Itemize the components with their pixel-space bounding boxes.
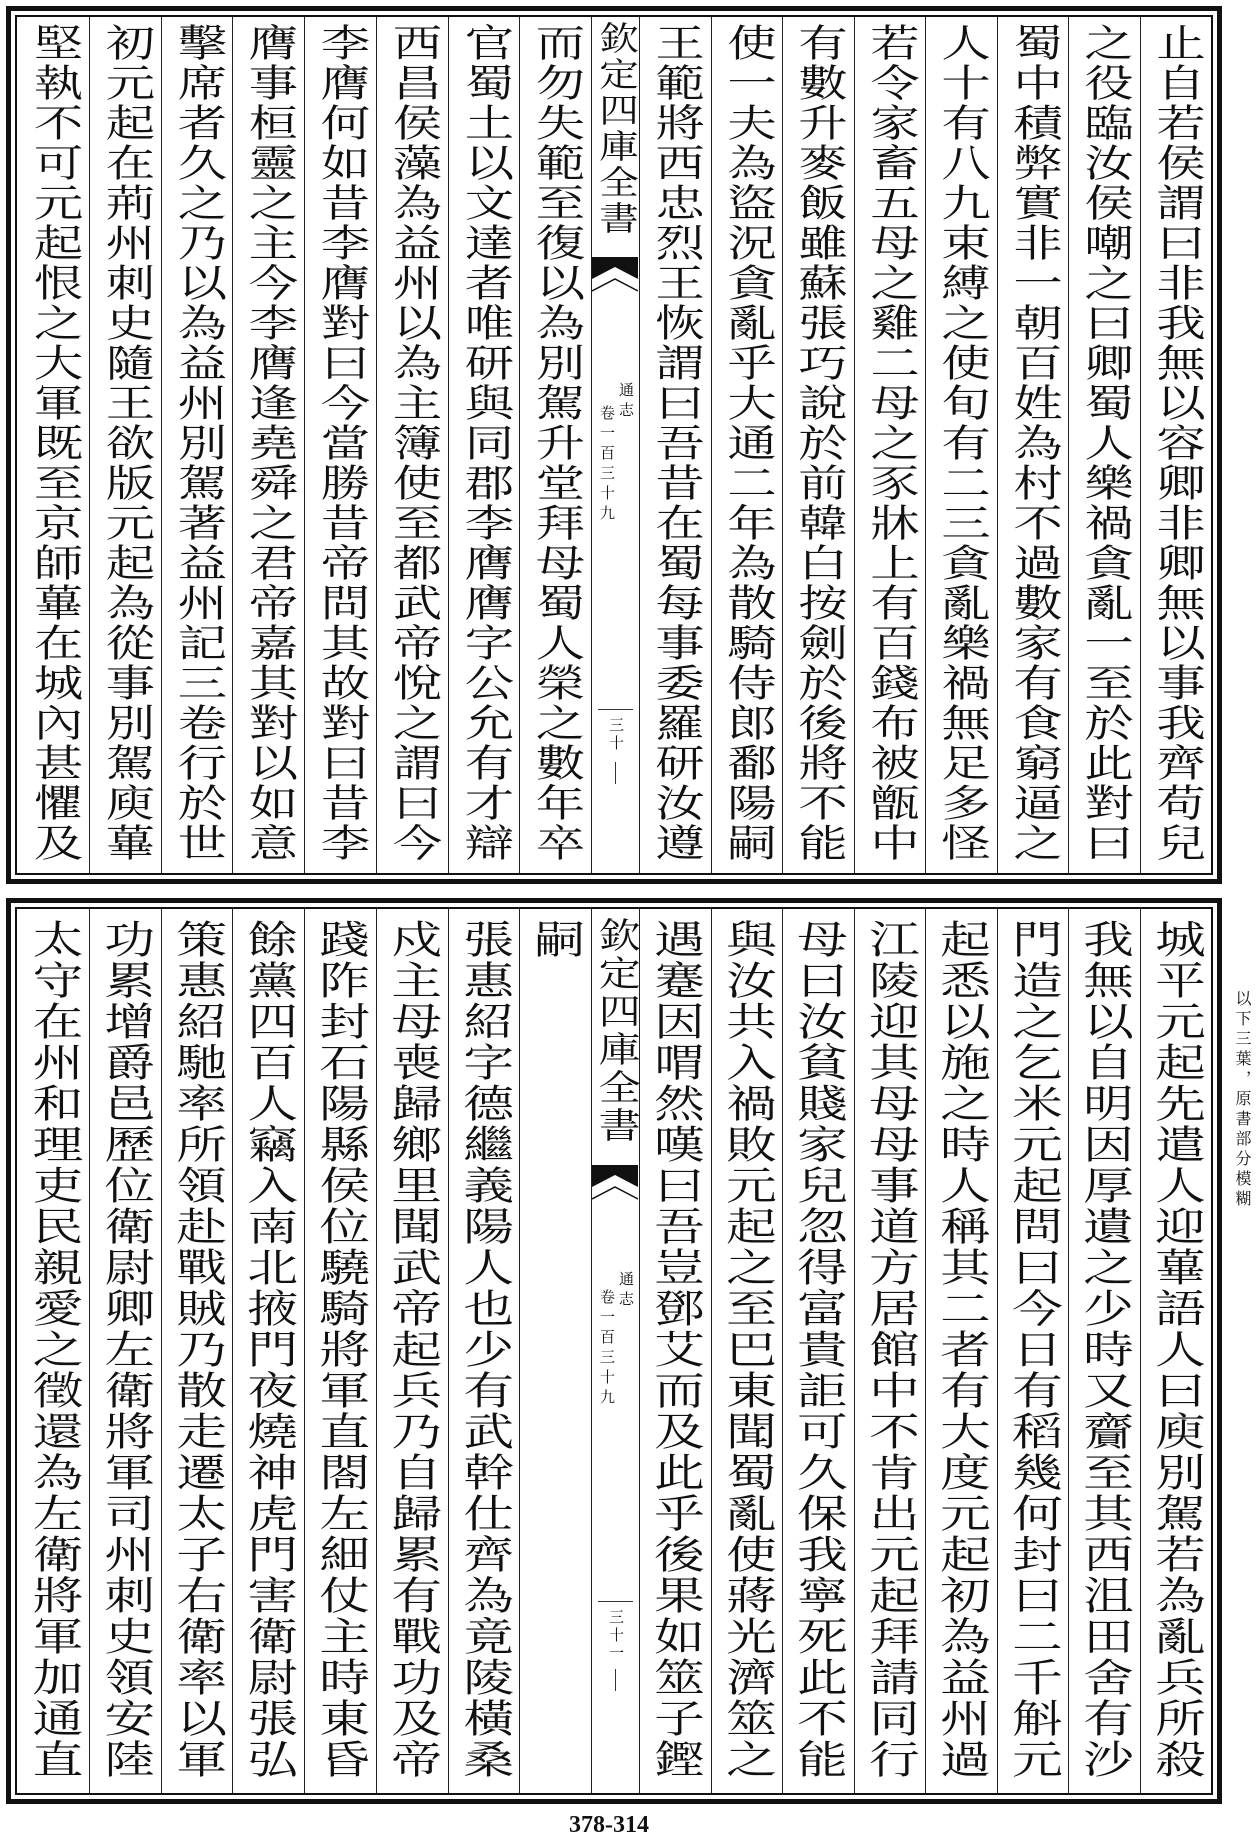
column-text: 人十有八九束縛之使旬有二三貪亂樂禍無足多怪: [932, 23, 991, 863]
column-text: 而勿失範至復以為別駕升堂拜母蜀人榮之數年卒: [527, 23, 585, 863]
text-column: [232, 17, 304, 873]
text-column: [161, 909, 233, 1793]
text-column: [639, 909, 711, 1793]
column-text: 母曰汝貧賤家兒忽得富貴詎可久保我寧死此不能: [788, 919, 848, 1780]
column-text: 門造之乞米元起問曰今日有稻幾何封曰二千斛元: [1003, 919, 1062, 1780]
text-column: [89, 17, 161, 873]
text-column: [997, 909, 1069, 1793]
column-text: 城平元起先遣人迎蓽語人曰庾別駕若為亂兵所殺: [1146, 919, 1205, 1780]
center-title: 欽定四庫全書: [593, 21, 641, 237]
text-column: [448, 17, 520, 873]
text-column: [997, 17, 1069, 873]
panel-inner-frame: [15, 15, 1213, 875]
book-title: 通志: [617, 382, 635, 422]
text-column: [161, 17, 233, 873]
fish-tail-mark: [592, 1165, 638, 1209]
text-column: [448, 909, 520, 1793]
text-column: [304, 909, 376, 1793]
text-column: [1140, 17, 1212, 873]
column-text: 止自若侯謂曰非我無以容卿非卿無以事我齊苟兒: [1147, 23, 1205, 863]
column-text: 嗣: [526, 919, 585, 960]
column-text: 李膺何如昔李膺對曰今當勝昔帝問其故對曰昔李: [312, 23, 370, 863]
column-text: 功累增爵邑歷位衛尉卿左衛將軍司州刺史領安陸: [95, 919, 155, 1780]
column-text: 踐阼封石陽縣侯位驍騎將軍直閤左細仗主時東昏: [310, 919, 370, 1780]
column-text: 初元起在荊州刺史隨王欲版元起為從事別駕庾蓽: [97, 23, 155, 863]
leaf-rule: [615, 1669, 616, 1691]
text-column: [925, 17, 997, 873]
column-text: 我無以自明因厚遺之少時又齎至其西沮田舍有沙: [1074, 919, 1134, 1780]
column-text: 與汝共入禍敗元起之至巴東聞蜀亂使蔣光濟筮之: [717, 919, 776, 1780]
margin-note: 以下三葉，原書部分模糊: [1233, 990, 1252, 1210]
text-column: [376, 17, 448, 873]
leaf-divider: [598, 709, 633, 710]
text-column: [17, 909, 89, 1793]
center-fold-column: [591, 909, 639, 1793]
column-text: 起悉以施之時人稱其二者有大度元起初為益州過: [931, 919, 991, 1780]
book-title: 通志: [617, 1271, 635, 1311]
center-fold-column: [591, 17, 639, 873]
text-column: [854, 909, 926, 1793]
column-text: 有數升麥飯雖蘇張巧說於前韓白按劍於後將不能: [789, 23, 848, 863]
fish-tail-mark: [592, 257, 638, 301]
column-text: 戍主母喪歸鄉里聞武帝起兵乃自歸累有戰功及帝: [382, 919, 442, 1780]
text-column: [1140, 909, 1212, 1793]
column-text: 遇蹇因喟然嘆曰吾豈鄧艾而及此乎後果如筮子鏗: [645, 919, 705, 1780]
column-text: 王範將西忠烈王恢謂曰吾昔在蜀每事委羅研汝遵: [646, 23, 705, 863]
column-text: 餘黨四百人竊入南北掖門夜燒神虎門害衛尉張弘: [239, 919, 298, 1780]
text-column: [232, 909, 304, 1793]
column-text: 蜀中積弊實非一朝百姓為村不過數家有食窮逼之: [1004, 23, 1062, 863]
column-text: 膺事桓靈之主今李膺逢堯舜之君帝嘉其對以如意: [240, 23, 298, 863]
panel-inner-frame: [15, 907, 1213, 1795]
column-text: 擊席者久之乃以為益州別駕著益州記三卷行於世: [168, 23, 226, 863]
text-column: [376, 909, 448, 1793]
text-column: [854, 17, 926, 873]
column-text: 張惠紹字德繼義陽人也少有武幹仕齊為竟陵橫桑: [454, 919, 513, 1780]
text-column: [304, 17, 376, 873]
center-title: 欽定四庫全書: [592, 917, 641, 1145]
leaf-number: 三十: [607, 717, 625, 753]
upper-page-panel: [6, 6, 1222, 884]
leaf-divider: [598, 1601, 633, 1602]
text-column: [519, 17, 591, 873]
column-text: 堅執不可元起恨之大軍既至京師蓽在城內甚懼及: [25, 23, 83, 863]
leaf-rule: [615, 762, 616, 784]
text-column: [639, 17, 711, 873]
column-text: 江陵迎其母母事道方居館中不肯出元起拜請同行: [860, 919, 919, 1780]
text-column: [925, 909, 997, 1793]
text-column: [711, 909, 783, 1793]
text-column: [782, 17, 854, 873]
text-column: [711, 17, 783, 873]
lower-page-panel: [6, 898, 1222, 1804]
text-column: [519, 909, 591, 1793]
column-text: 策惠紹馳率所領赴戰賊乃散走遷太子右衛率以軍: [167, 919, 226, 1780]
text-column: [17, 17, 89, 873]
volume-number: 卷一百三十九: [598, 1289, 616, 1409]
text-column: [1068, 909, 1140, 1793]
column-text: 西昌侯藻為益州以為主簿使至都武帝悅之謂曰今: [384, 23, 442, 863]
text-column: [1068, 17, 1140, 873]
leaf-number: 三十一: [607, 1609, 625, 1663]
column-text: 之役臨汝侯嘲之曰卿蜀人樂禍貪亂一至於此對曰: [1075, 23, 1134, 863]
column-text: 若令家畜五母之雞二母之豕牀上有百錢布被甑中: [861, 23, 919, 863]
volume-number: 卷一百三十九: [598, 405, 616, 525]
text-column: [782, 909, 854, 1793]
page-number: 378-314: [569, 1812, 649, 1838]
column-text: 太守在州和理吏民親愛之徵還為左衛將軍加通直: [24, 919, 83, 1780]
column-text: 使一夫為盜況貪亂乎大通二年為散騎侍郎鄱陽嗣: [718, 23, 776, 863]
text-column: [89, 909, 161, 1793]
column-text: 官蜀土以文達者唯研與同郡李膺膺字公允有才辯: [455, 23, 513, 863]
